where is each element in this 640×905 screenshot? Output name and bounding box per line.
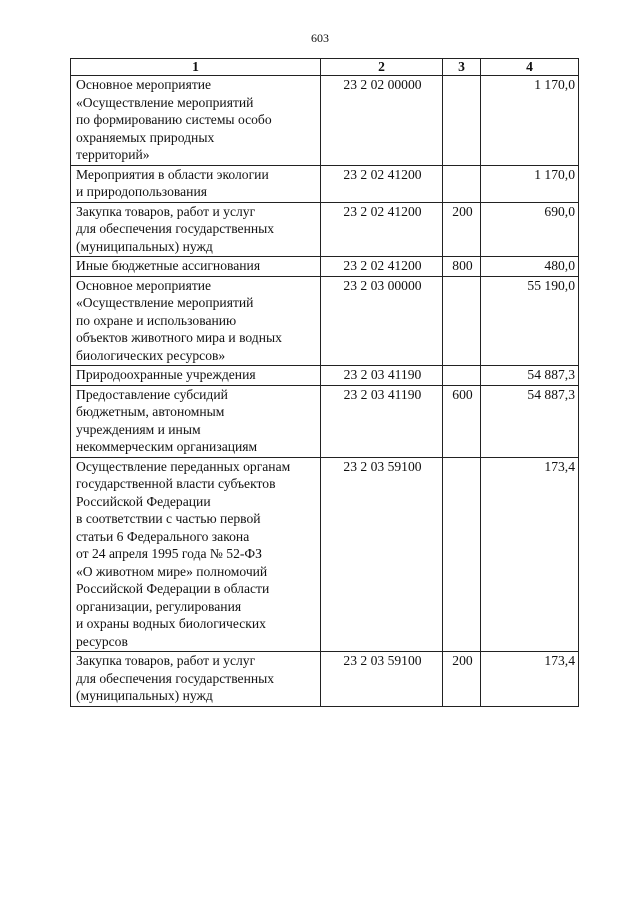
- column-header-4: 4: [481, 59, 579, 76]
- row-expense-type: [443, 366, 481, 386]
- row-name: Основное мероприятие «Осуществление мероприятий по охране и использованию объектов животного мира и водных биологических ресурсов»: [71, 276, 321, 366]
- table-row: [71, 276, 579, 366]
- row-amount: 173,4: [481, 652, 579, 707]
- table-row: [71, 457, 579, 652]
- page-number: 603: [311, 31, 329, 45]
- row-code: 23 2 03 59100: [321, 457, 443, 652]
- table-row: [71, 652, 579, 707]
- row-expense-type: 200: [443, 202, 481, 257]
- row-code: 23 2 02 41200: [321, 257, 443, 277]
- column-header-1: 1: [71, 59, 321, 76]
- row-amount: 54 887,3: [481, 385, 579, 457]
- table-row: [71, 202, 579, 257]
- row-amount: 690,0: [481, 202, 579, 257]
- row-name: Основное мероприятие «Осуществление мероприятий по формированию системы особо охраняемых природных территорий»: [71, 76, 321, 166]
- row-code: 23 2 03 41190: [321, 366, 443, 386]
- row-code: 23 2 03 41190: [321, 385, 443, 457]
- row-name: Мероприятия в области экологии и природопользования: [71, 165, 321, 202]
- row-amount: 54 887,3: [481, 366, 579, 386]
- table-row: [71, 76, 579, 166]
- row-code: 23 2 02 41200: [321, 165, 443, 202]
- row-expense-type: [443, 457, 481, 652]
- row-amount: 55 190,0: [481, 276, 579, 366]
- column-header-2: 2: [321, 59, 443, 76]
- row-amount: 1 170,0: [481, 165, 579, 202]
- row-name: Осуществление переданных органам государственной власти субъектов Российской Федерации в соответствии с частью первой статьи 6 Федерального закона от 24 апреля 1995 года № 52-ФЗ «О животном мире» полномочий Российской Федерации в области организации, регулирования и охраны водных биологических ресурсов: [71, 457, 321, 652]
- row-name: Закупка товаров, работ и услуг для обеспечения государственных (муниципальных) нужд: [71, 652, 321, 707]
- row-code: 23 2 03 59100: [321, 652, 443, 707]
- table-row: [71, 257, 579, 277]
- row-expense-type: 800: [443, 257, 481, 277]
- row-expense-type: 200: [443, 652, 481, 707]
- column-header-3: 3: [443, 59, 481, 76]
- row-code: 23 2 03 00000: [321, 276, 443, 366]
- row-amount: 480,0: [481, 257, 579, 277]
- table-row: [71, 385, 579, 457]
- header-row: [71, 59, 579, 76]
- row-name: Иные бюджетные ассигнования: [71, 257, 321, 277]
- table-row: [71, 165, 579, 202]
- budget-table: [70, 58, 579, 707]
- row-code: 23 2 02 00000: [321, 76, 443, 166]
- row-name: Природоохранные учреждения: [71, 366, 321, 386]
- row-expense-type: [443, 76, 481, 166]
- row-amount: 1 170,0: [481, 76, 579, 166]
- row-expense-type: [443, 276, 481, 366]
- row-amount: 173,4: [481, 457, 579, 652]
- row-name: Предоставление субсидий бюджетным, автономным учреждениям и иным некоммерческим организациям: [71, 385, 321, 457]
- table-row: [71, 366, 579, 386]
- row-expense-type: [443, 165, 481, 202]
- row-expense-type: 600: [443, 385, 481, 457]
- row-code: 23 2 02 41200: [321, 202, 443, 257]
- row-name: Закупка товаров, работ и услуг для обеспечения государственных (муниципальных) нужд: [71, 202, 321, 257]
